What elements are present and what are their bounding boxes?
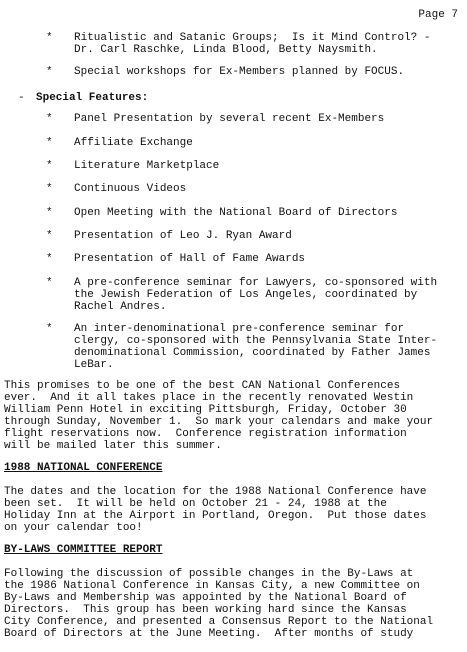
feature-item: Presentation of Hall of Fame Awards <box>74 253 306 265</box>
bullet-icon: * <box>46 66 53 78</box>
bullet-icon: * <box>46 160 53 172</box>
feature-item: An inter-denominational pre-conference seminar for clergy, co-sponsored with the Pennsylvania State Inter- denominational Commission, coordinated by Father James LeBar. <box>74 323 438 371</box>
feature-item: Continuous Videos <box>74 183 187 195</box>
section-heading-bylaws: BY-LAWS COMMITTEE REPORT <box>4 544 163 556</box>
bullet-item: Special workshops for Ex-Members planned by FOCUS. <box>74 66 405 78</box>
feature-item: Panel Presentation by several recent Ex-Members <box>74 113 385 125</box>
feature-item: Presentation of Leo J. Ryan Award <box>74 230 292 242</box>
feature-item: A pre-conference seminar for Lawyers, co-sponsored with the Jewish Federation of Los Angeles, coordinated by Rachel Andres. <box>74 277 438 313</box>
feature-item: Affiliate Exchange <box>74 137 193 149</box>
bullet-icon: * <box>46 113 53 125</box>
page-number: Page 7 <box>418 9 458 21</box>
dash-marker: - <box>18 92 25 104</box>
bullet-icon: * <box>46 32 53 44</box>
feature-item: Literature Marketplace <box>74 160 220 172</box>
special-features-heading: Special Features: <box>36 92 149 104</box>
bullet-icon: * <box>46 323 53 335</box>
bullet-icon: * <box>46 253 53 265</box>
bullet-item: Ritualistic and Satanic Groups; Is it Mind Control? - Dr. Carl Raschke, Linda Blood, Betty Naysmith. <box>74 32 431 56</box>
bullet-icon: * <box>46 207 53 219</box>
section-paragraph-bylaws: Following the discussion of possible changes in the By-Laws at the 1986 National Conference in Kansas City, a new Committee on By-Laws and Membership was appointed by the National Board of Directors. This group has been working hard since the Kansas City Conference, and presented a Consensus Report to the National Board of Directors at the June Meeting. After months of study <box>4 568 434 640</box>
bullet-icon: * <box>46 183 53 195</box>
promise-paragraph: This promises to be one of the best CAN National Conferences ever. And it all takes place in the recently renovated Westin William Penn Hotel in exciting Pittsburgh, Friday, October 30 through Sunday, November 1. So mark your calendars and make your flight reservations now. Conference registration information will be mailed later this summer. <box>4 380 434 452</box>
section-paragraph-1988: The dates and the location for the 1988 National Conference have been set. It will be held on October 21 - 24, 1988 at the Holiday Inn at the Airport in Portland, Oregon. Put those dates on your calendar too! <box>4 486 427 534</box>
bullet-icon: * <box>46 230 53 242</box>
bullet-icon: * <box>46 277 53 289</box>
feature-item: Open Meeting with the National Board of Directors <box>74 207 398 219</box>
section-heading-1988: 1988 NATIONAL CONFERENCE <box>4 462 163 474</box>
bullet-icon: * <box>46 137 53 149</box>
